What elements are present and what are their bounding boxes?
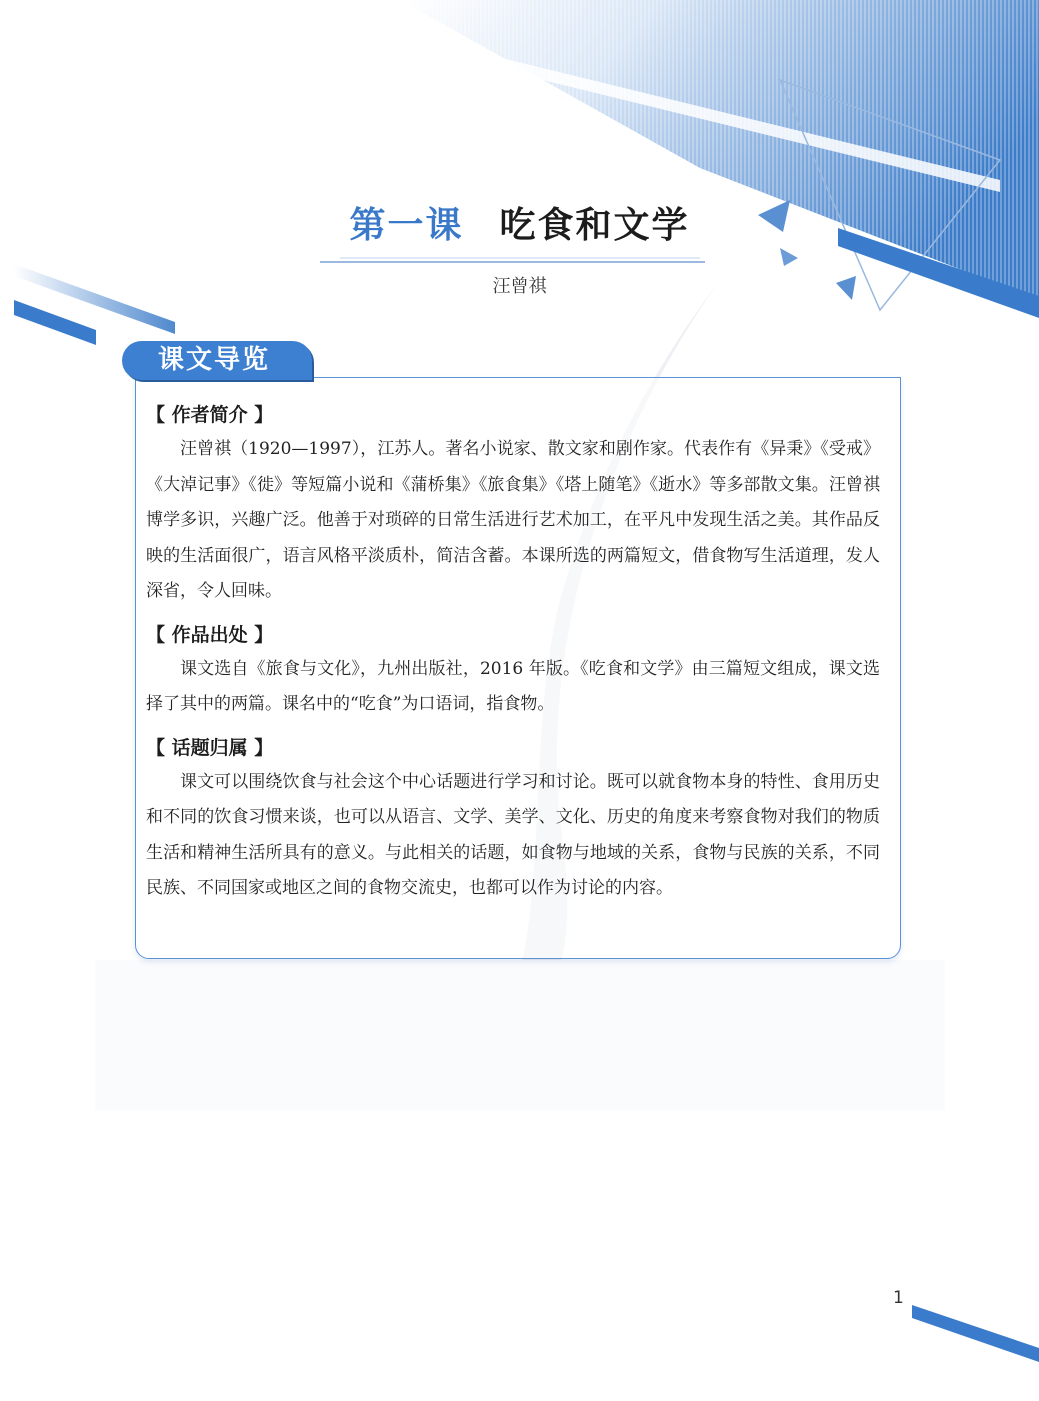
section-tab: 课文导览: [122, 341, 312, 380]
guide-box: [135, 377, 901, 959]
page-number: 1: [893, 1288, 904, 1308]
section-body: 汪曾祺（1920—1997），江苏人。著名小说家、散文家和剧作家。代表作有《异秉》《受戒》《大淖记事》《徙》等短篇小说和《蒲桥集》《旅食集》《塔上随笔》《逝水》等多部散文集。汪曾祺博学多识，兴趣广泛。他善于对琐碎的日常生活进行艺术加工，在平凡中发现生活之美。其作品反映的生活面很广，语言风格平淡质朴，简洁含蓄。本课所选的两篇短文，借食物写生活道理，发人深省，令人回味。: [146, 439, 880, 601]
faint-panel: [95, 960, 945, 1110]
section-body: 课文选自《旅食与文化》，九州出版社，2016 年版。《吃食和文学》由三篇短文组成，课文选择了其中的两篇。课名中的“吃食”为口语词，指食物。: [146, 658, 880, 714]
bottom-blue-stripe: [912, 1305, 1039, 1362]
section-heading: 【 作品出处 】: [146, 623, 274, 646]
lesson-number: 第一课: [349, 205, 464, 246]
section-heading: 【 话题归属 】: [146, 736, 274, 759]
section-heading: 【 作者简介 】: [146, 404, 274, 426]
author-name: 汪曾祺: [492, 276, 547, 297]
lesson-title: [0, 200, 1039, 252]
section-source: [146, 618, 880, 723]
top-band-stripes: [400, 0, 1039, 300]
lesson-name: 吃食和文学: [499, 205, 690, 246]
section-topic: [146, 731, 880, 907]
section-body: 课文可以围绕饮食与社会这个中心话题进行学习和讨论。既可以就食物本身的特性、食用历史和不同的饮食习惯来谈，也可以从语言、文学、美学、文化、历史的角度来考察食物对我们的物质生活和精神生活所具有的意义。与此相关的话题，如食物与地域的关系，食物与民族的关系，不同民族、不同国家或地区之间的食物交流史，也都可以作为讨论的内容。: [146, 771, 880, 898]
section-author-intro: [146, 398, 880, 610]
left-blue-stripe: [14, 300, 96, 345]
